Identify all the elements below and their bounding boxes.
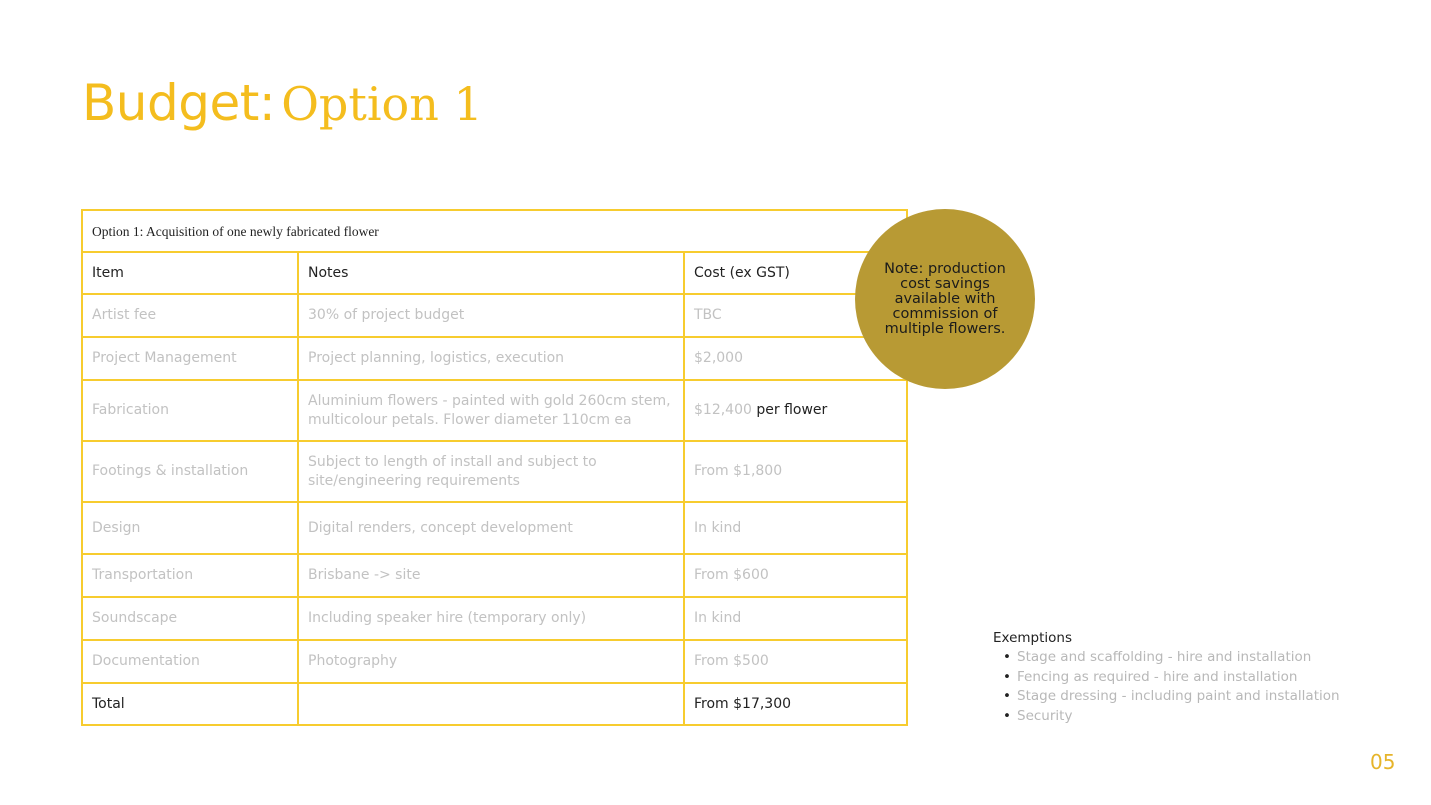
row-notes: Brisbane -> site	[298, 554, 684, 597]
exemptions-list	[993, 648, 1340, 726]
table-row	[82, 640, 907, 683]
row-cost: From $600	[684, 554, 907, 597]
row-item: Artist fee	[82, 294, 298, 337]
table-caption-row	[82, 210, 907, 252]
list-item	[1003, 648, 1340, 668]
row-item: Footings & installation	[82, 441, 298, 502]
row-cost: In kind	[684, 502, 907, 554]
row-notes: Subject to length of install and subject to site/engineering requirements	[298, 441, 684, 502]
note-text: Note: production cost savings available with commission of multiple flowers.	[884, 260, 1006, 337]
list-item	[1003, 668, 1340, 688]
exemptions-title: Exemptions	[993, 630, 1073, 646]
row-item: Soundscape	[82, 597, 298, 640]
table-row	[82, 441, 907, 502]
row-item: Transportation	[82, 554, 298, 597]
row-cost: From $1,800	[684, 441, 907, 502]
page-title-prefix: Budget:	[82, 74, 276, 132]
bullet-icon: •	[1003, 668, 1011, 685]
table-row	[82, 554, 907, 597]
table-row	[82, 337, 907, 380]
row-cost-cell	[684, 380, 907, 441]
header-notes: Notes	[298, 252, 684, 294]
row-notes: Including speaker hire (temporary only)	[298, 597, 684, 640]
table-row	[82, 294, 907, 337]
header-item: Item	[82, 252, 298, 294]
page-title-option: Option 1	[281, 77, 483, 131]
list-item	[1003, 707, 1340, 727]
row-cost: In kind	[684, 597, 907, 640]
exemption-text: Stage and scaffolding - hire and installation	[1017, 649, 1312, 665]
exemption-text: Stage dressing - including paint and installation	[1017, 688, 1340, 704]
table-header-row	[82, 252, 907, 294]
page-number: 05	[1370, 750, 1396, 774]
exemption-text: Security	[1017, 707, 1073, 724]
row-notes: Digital renders, concept development	[298, 502, 684, 554]
total-notes	[298, 683, 684, 725]
total-cost: From $17,300	[684, 683, 907, 725]
bullet-icon: •	[1003, 707, 1011, 724]
table-row	[82, 380, 907, 441]
row-cost: TBC	[684, 294, 907, 337]
row-cost: From $500	[684, 640, 907, 683]
budget-table	[81, 209, 908, 726]
row-cost-suffix: per flower	[756, 402, 828, 418]
bullet-icon: •	[1003, 688, 1011, 704]
table-row	[82, 502, 907, 554]
table-total-row	[82, 683, 907, 725]
row-notes: Aluminium flowers - painted with gold 260cm stem, multicolour petals. Flower diameter 110cm ea	[298, 380, 684, 441]
table-caption: Option 1: Acquisition of one newly fabricated flower	[82, 210, 907, 252]
bullet-icon: •	[1003, 649, 1011, 665]
row-item: Fabrication	[82, 380, 298, 441]
total-label: Total	[82, 683, 298, 725]
row-item: Project Management	[82, 337, 298, 380]
row-cost: $2,000	[684, 337, 907, 380]
row-notes: Photography	[298, 640, 684, 683]
page-title	[82, 74, 483, 132]
exemptions	[993, 629, 1340, 726]
header-cost: Cost (ex GST)	[684, 252, 907, 294]
table-row	[82, 597, 907, 640]
row-notes: Project planning, logistics, execution	[298, 337, 684, 380]
row-item: Documentation	[82, 640, 298, 683]
list-item	[1003, 687, 1340, 707]
note-circle	[855, 209, 1035, 389]
row-notes: 30% of project budget	[298, 294, 684, 337]
row-item: Design	[82, 502, 298, 554]
row-cost: $12,400	[694, 402, 752, 418]
exemption-text: Fencing as required - hire and installation	[1017, 668, 1298, 685]
